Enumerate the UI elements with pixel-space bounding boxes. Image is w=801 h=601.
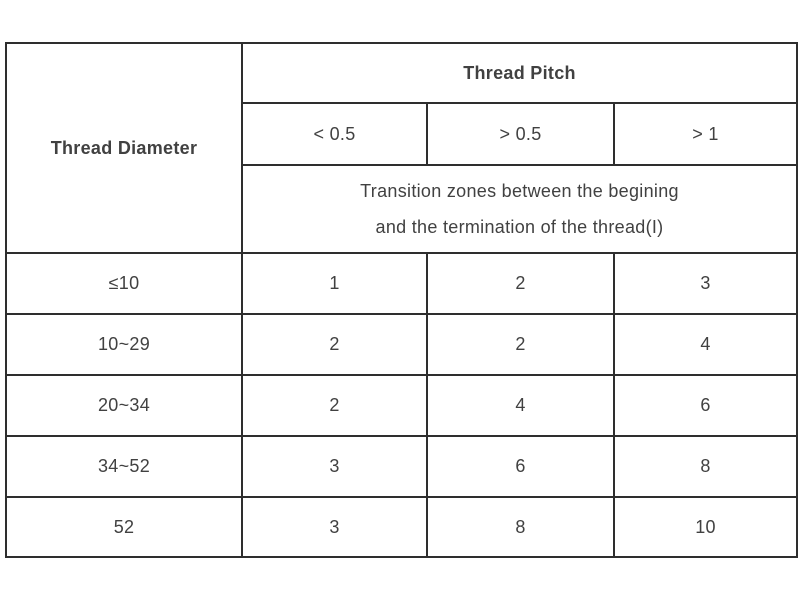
value-cell: 3 [242, 497, 427, 557]
diameter-cell: 34~52 [6, 436, 242, 497]
diameter-cell: ≤10 [6, 253, 242, 314]
table-row [6, 436, 797, 497]
value-cell: 3 [242, 436, 427, 497]
value-cell: 4 [427, 375, 614, 436]
transition-zone-note-line1: Transition zones between the begining [360, 181, 679, 201]
value-cell: 4 [614, 314, 797, 375]
value-cell: 3 [614, 253, 797, 314]
column-header-pitch-gt-1: > 1 [614, 103, 797, 165]
corner-header-thread-diameter: Thread Diameter [6, 43, 242, 253]
column-header-pitch-lt-05: < 0.5 [242, 103, 427, 165]
column-header-pitch-gt-05: > 0.5 [427, 103, 614, 165]
value-cell: 10 [614, 497, 797, 557]
value-cell: 8 [614, 436, 797, 497]
table-row [6, 314, 797, 375]
value-cell: 2 [427, 314, 614, 375]
value-cell: 2 [242, 375, 427, 436]
table-row [6, 253, 797, 314]
column-group-header-thread-pitch: Thread Pitch [242, 43, 797, 103]
table-row [6, 375, 797, 436]
value-cell: 6 [614, 375, 797, 436]
value-cell: 1 [242, 253, 427, 314]
transition-zone-note-line2: and the termination of the thread(I) [375, 217, 664, 237]
diameter-cell: 20~34 [6, 375, 242, 436]
diameter-cell: 52 [6, 497, 242, 557]
transition-zone-note [242, 165, 797, 253]
value-cell: 2 [427, 253, 614, 314]
thread-spec-table [5, 42, 798, 558]
value-cell: 6 [427, 436, 614, 497]
table-row [6, 497, 797, 557]
diameter-cell: 10~29 [6, 314, 242, 375]
value-cell: 2 [242, 314, 427, 375]
header-row-pitch [6, 43, 797, 103]
value-cell: 8 [427, 497, 614, 557]
